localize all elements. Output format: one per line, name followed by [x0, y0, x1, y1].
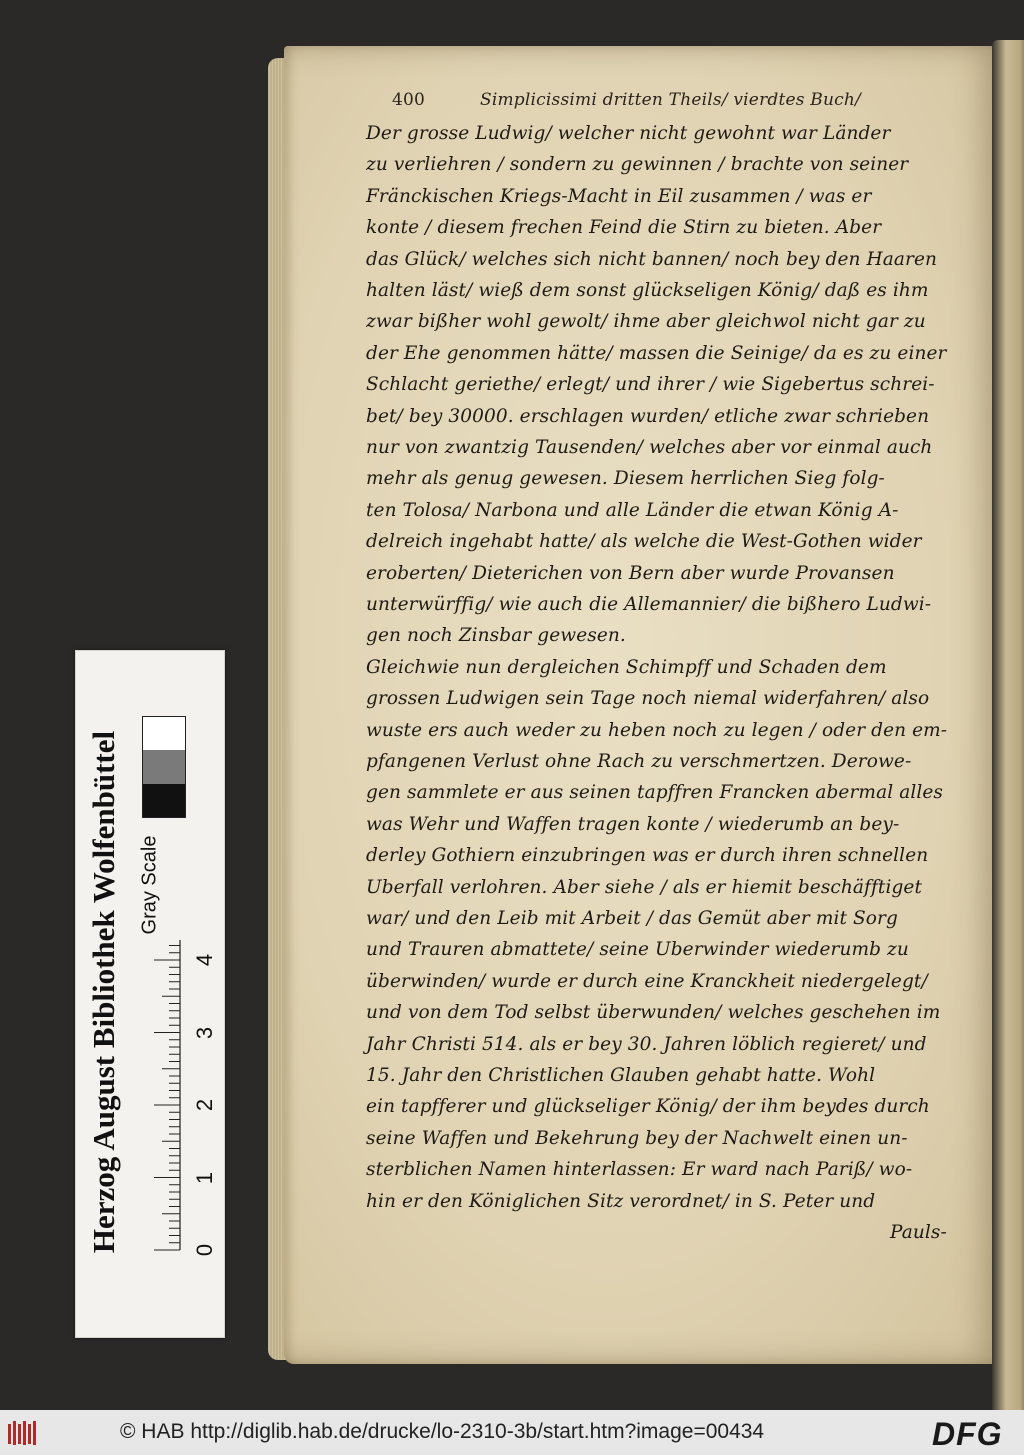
text-line: konte / diesem frechen Feind die Stirn zu bieten. Aber [366, 217, 882, 239]
text-line: nur von zwantzig Tausenden/ welches aber vor einmal auch [366, 437, 933, 458]
text-line: wuste ers auch weder zu heben noch zu legen / oder den em- [366, 719, 948, 741]
gray-scale-label [130, 830, 170, 940]
gray-scale-patches [142, 716, 186, 818]
footer-bar [0, 1410, 1024, 1455]
text-line: Uberfall verlohren. Aber siehe / als er hiemit beschäfftiget [366, 876, 922, 898]
ruler-number: 3 [192, 1026, 217, 1039]
copyright-url[interactable]: © HAB http://diglib.hab.de/drucke/lo-2310-3b/start.htm?image=00434 [120, 1420, 765, 1443]
gray-scale-label-text: Gray Scale [138, 835, 161, 935]
page-number: 400 [392, 90, 426, 110]
library-name-text: Herzog August Bibliothek Wolfenbüttel [86, 730, 121, 1254]
gray-patch [143, 717, 185, 750]
text-line: zu verliehren / sondern zu gewinnen / brachte von seiner [366, 154, 909, 176]
text-line: Jahr Christi 514. als er bey 30. Jahren löblich regieret/ und [366, 1033, 927, 1055]
text-line: Der grosse Ludwig/ welcher nicht gewohnt war Länder [366, 123, 891, 144]
text-line: gen noch Zinsbar gewesen. [366, 625, 626, 647]
catchword: Pauls- [890, 1222, 947, 1243]
text-line: Fränckischen Kriegs-Macht in Eil zusammen / was er [366, 185, 872, 207]
text-line: zwar bißher wohl gewolt/ ihme aber gleichwol nicht gar zu [366, 311, 926, 333]
text-line: das Glück/ welches sich nicht bannen/ noch bey den Haaren [366, 248, 938, 270]
text-line: pfangenen Verlust ohne Rach zu verschmertzen. Derowe- [366, 751, 912, 772]
text-line: gen sammlete er aus seinen tapffren Francken abermal alles [366, 782, 943, 804]
text-line: ein tapfferer und glückseliger König/ der ihm beydes durch [366, 1096, 930, 1118]
hab-logo-icon [6, 1418, 42, 1448]
ruler-number: 0 [192, 1243, 217, 1257]
text-line: überwinden/ wurde er durch eine Kranckheit niedergelegt/ [366, 970, 928, 992]
text-line: ten Tolosa/ Narbona und alle Länder die etwan König A- [366, 499, 899, 521]
text-line: delreich ingehabt hatte/ als welche die West-Gothen wider [366, 531, 922, 553]
ruler-number: 2 [192, 1098, 217, 1112]
dfg-logo: DFG [932, 1416, 1003, 1452]
text-line: Gleichwie nun dergleichen Schimpff und Schaden dem [366, 656, 887, 678]
text-line: 15. Jahr den Christlichen Glauben gehabt hatte. Wohl [366, 1065, 876, 1086]
text-line: derley Gothiern einzubringen was er durch ihren schnellen [366, 845, 929, 867]
centimeter-ruler [140, 940, 190, 1260]
text-line: der Ehe genommen hätte/ massen die Seinige/ da es zu einer [366, 342, 947, 364]
gray-patch [143, 750, 185, 783]
text-line: was Wehr und Waffen tragen konte / wiederumb an bey- [366, 813, 900, 835]
text-line: und Trauren abmattete/ seine Uberwinder wiederumb zu [366, 939, 909, 961]
ruler-number: 1 [192, 1171, 217, 1184]
text-line: hin er den Königlichen Sitz verordnet/ in S. Peter und [366, 1190, 876, 1212]
text-line: grossen Ludwigen sein Tage noch niemal widerfahren/ also [366, 688, 930, 710]
text-line: unterwürffig/ wie auch die Allemannier/ die bißhero Ludwi- [366, 594, 932, 615]
text-line: und von dem Tod selbst überwunden/ welches geschehen im [366, 1002, 941, 1024]
text-line: war/ und den Leib mit Arbeit / das Gemüt aber mit Sorg [366, 908, 898, 929]
ruler-number: 4 [192, 953, 217, 967]
text-line: mehr als genug gewesen. Diesem herrlichen Sieg folg- [366, 468, 885, 490]
text-line: bet/ bey 30000. erschlagen wurden/ etliche zwar schrieben [366, 405, 930, 427]
library-name [84, 672, 124, 1312]
running-head-title: Simplicissimi dritten Theils/ vierdtes Buch/ [480, 90, 861, 110]
running-head [392, 86, 952, 122]
text-line: Schlacht geriethe/ erlegt/ und ihrer / wie Sigebertus schrei- [366, 374, 935, 396]
text-line: eroberten/ Dieterichen von Bern aber wurde Provansen [366, 562, 895, 584]
facing-page-edge [992, 40, 1024, 1410]
gray-patch [143, 784, 185, 817]
text-line: halten läst/ wieß dem sonst glückseligen König/ daß es ihm [366, 280, 929, 301]
text-line: sterblichen Namen hinterlassen: Er ward nach Pariß/ wo- [366, 1159, 913, 1181]
text-line: seine Waffen und Bekehrung bey der Nachwelt einen un- [366, 1127, 908, 1149]
